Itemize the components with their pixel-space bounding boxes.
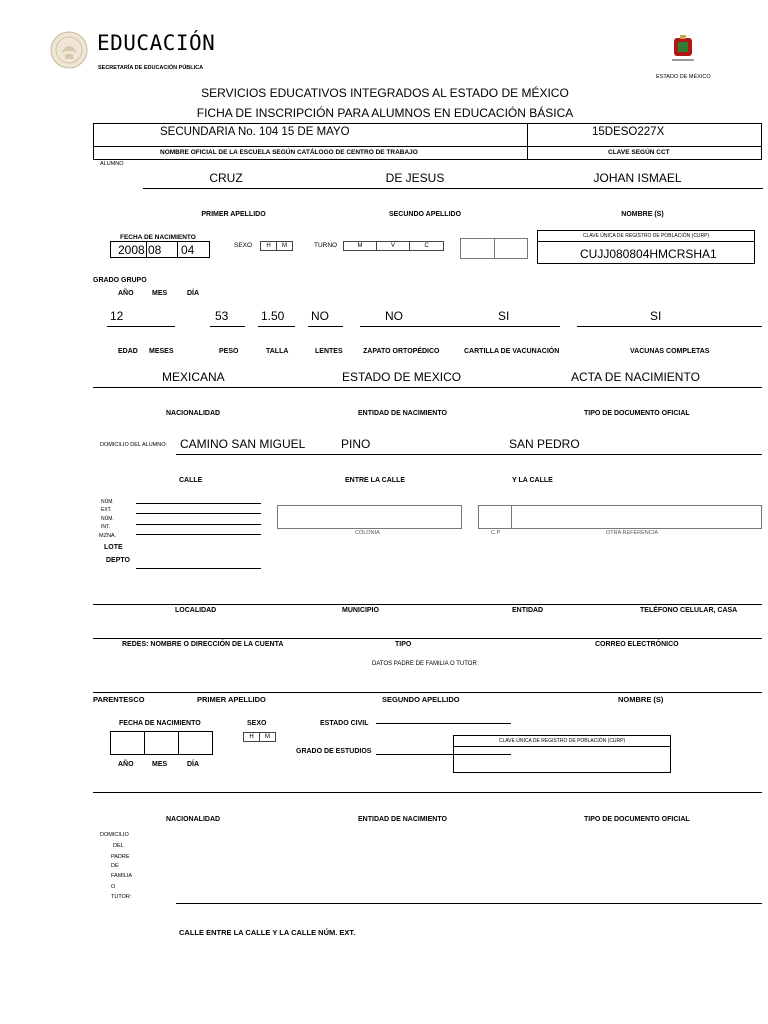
address-municipio-label: MUNICIPIO [342, 607, 379, 614]
parent-ano-label: AÑO [118, 761, 134, 768]
school-cct-label: CLAVE SEGÚN CCT [608, 149, 670, 156]
student-turno-m[interactable]: M [343, 241, 377, 251]
student-turno-label: TURNO [314, 242, 338, 249]
address-lote-label: LOTE [104, 544, 123, 551]
address-domicilio-label: DOMICILIO DEL ALUMNO: [100, 442, 168, 448]
student-turno-c[interactable]: C [409, 241, 444, 251]
student-apellido2-label: SECUNDO APELLIDO [388, 211, 462, 218]
school-name: SECUNDARIA No. 104 15 DE MAYO [160, 126, 350, 138]
address-correo-label: CORREO ELECTRÓNICO [595, 641, 679, 648]
header-state-label: ESTADO DE MÉXICO [656, 74, 711, 80]
student-apellido1: CRUZ [209, 171, 243, 185]
parent-calle-label: CALLE ENTRE LA CALLE Y LA CALLE NÚM. EXT. [179, 928, 356, 937]
edomex-logo [670, 34, 696, 64]
student-cartilla: SI [498, 309, 510, 323]
parent-sexo-m[interactable]: M [259, 732, 276, 742]
student-fecha-label: FECHA DE NACIMIENTO [120, 234, 196, 241]
student-documento-label: TIPO DE DOCUMENTO OFICIAL [584, 410, 690, 417]
parent-curp-label: CLAVE ÚNICA DE REGISTRO DE POBLACIÓN (CURP) [498, 738, 626, 744]
student-section-label: ALUMNO [100, 161, 124, 167]
parent-domicilio-line-3: DE [111, 863, 119, 869]
address-num-label: NÚM. [101, 499, 114, 505]
student-talla-label: TALLA [266, 348, 289, 355]
parent-fecha-label: FECHA DE NACIMIENTO [119, 720, 201, 727]
parent-domicilio-line-2: PADRE [111, 854, 130, 860]
parent-domicilio-line[interactable] [176, 903, 762, 904]
address-localidad-label: LOCALIDAD [175, 607, 217, 614]
address-entre-label: ENTRE LA CALLE [345, 477, 406, 484]
student-grado-grupo-box[interactable] [460, 238, 528, 259]
student-sexo-m[interactable]: M [276, 241, 293, 251]
parent-estado-civil-label: ESTADO CIVIL [320, 720, 369, 727]
student-turno-v[interactable]: V [376, 241, 410, 251]
student-sexo-label: SEXO [234, 242, 253, 249]
parent-heading: DATOS PADRE DE FAMILIA O TUTOR [372, 661, 477, 667]
parent-dia-label: DÍA [187, 761, 200, 768]
student-apellido2: DE JESUS [385, 171, 445, 185]
address-depto-label: DEPTO [106, 557, 130, 564]
student-grado-label: GRADO GRUPO [93, 277, 147, 284]
student-cartilla-label: CARTILLA DE VACUNACIÓN [464, 348, 560, 355]
address-cp-box[interactable] [478, 505, 512, 529]
student-curp-label: CLAVE ÚNICA DE REGISTRO DE POBLACIÓN (CURP) [582, 233, 710, 239]
parent-domicilio-line-0: DOMICILIO [100, 832, 129, 838]
parent-domicilio-line-4: FAMILIA [111, 873, 133, 879]
school-cct: 15DESO227X [592, 126, 665, 138]
address-ylacalle-label: Y LA CALLE [512, 477, 553, 484]
header-subtitle: SECRETARÍA DE EDUCACIÓN PÚBLICA [98, 65, 204, 71]
student-vacunas-label: VACUNAS COMPLETAS [630, 348, 710, 355]
address-calle-label: CALLE [179, 477, 203, 484]
parent-estado-civil-line[interactable] [376, 723, 511, 724]
student-name-line [143, 188, 763, 189]
student-ano-label: AÑO [118, 290, 134, 297]
address-tipo-label: TIPO [395, 641, 412, 648]
address-redes-label: REDES: NOMBRE O DIRECCIÓN DE LA CUENTA [122, 641, 284, 648]
parent-mes-label: MES [152, 761, 168, 768]
parent-domicilio-line-1: DEL [113, 843, 124, 849]
address-colonia-box[interactable] [277, 505, 462, 529]
address-int-label: INT. [101, 524, 110, 530]
student-nacionalidad: MEXICANA [162, 370, 225, 384]
header-title: EDUCACIÓN [97, 31, 216, 55]
student-nombre: JOHAN ISMAEL [593, 171, 682, 185]
student-fecha-year: 2008 [118, 243, 145, 257]
address-telefono-label: TELÉFONO CELULAR, CASA [640, 607, 738, 614]
parent-nombre-label: NOMBRE (S) [618, 695, 664, 704]
student-meses-label: MESES [149, 348, 174, 355]
student-fecha-month: 08 [148, 243, 162, 257]
student-edad-label: EDAD [118, 348, 138, 355]
student-talla: 1.50 [261, 309, 285, 323]
parent-sexo-label: SEXO [247, 720, 267, 727]
student-sexo-h[interactable]: H [260, 241, 277, 251]
parent-parentesco-label: PARENTESCO [93, 695, 145, 704]
address-mzna-label: MZNA. [99, 533, 117, 539]
address-otra-label: OTRA REFERENCIA [606, 530, 658, 536]
student-documento: ACTA DE NACIMIENTO [571, 370, 700, 384]
student-zapato-label: ZAPATO ORTOPÉDICO [363, 348, 440, 355]
parent-domicilio-line-6: TUTOR: [111, 894, 132, 900]
student-nacionalidad-label: NACIONALIDAD [166, 410, 221, 417]
parent-sexo-h[interactable]: H [243, 732, 260, 742]
address-colonia-label: COLONIA [355, 530, 380, 536]
address-entidad-label: ENTIDAD [512, 607, 544, 614]
student-entidad-label: ENTIDAD DE NACIMIENTO [358, 410, 447, 417]
parent-apellido1-label: PRIMER APELLIDO [197, 695, 266, 704]
student-entidad: ESTADO DE MEXICO [342, 370, 462, 384]
parent-apellido2-label: SEGUNDO APELLIDO [382, 695, 460, 704]
student-peso: 53 [215, 309, 229, 323]
parent-grado-label: GRADO DE ESTUDIOS [296, 748, 372, 755]
student-mes-label: MES [152, 290, 168, 297]
student-apellido1-label: PRIMER APELLIDO [201, 211, 266, 218]
student-fecha-day: 04 [181, 243, 195, 257]
address-ext-label: EXT. [101, 507, 112, 513]
student-vacunas: SI [650, 309, 662, 323]
address-ylacalle: SAN PEDRO [509, 437, 580, 451]
parent-fecha-box[interactable] [110, 731, 213, 755]
address-cp-label: C.P [491, 530, 501, 536]
parent-entidad-label: ENTIDAD DE NACIMIENTO [358, 816, 447, 823]
parent-nacionalidad-label: NACIONALIDAD [166, 816, 221, 823]
student-lentes: NO [311, 309, 329, 323]
student-peso-label: PESO [219, 348, 239, 355]
school-name-label: NOMBRE OFICIAL DE LA ESCUELA SEGÚN CATÁLOGO DE CENTRO DE TRABAJO [160, 149, 418, 156]
student-edad: 12 [110, 309, 124, 323]
student-zapato: NO [385, 309, 403, 323]
student-curp: CUJJ080804HMCRSHA1 [580, 247, 717, 261]
student-dia-label: DÍA [187, 290, 200, 297]
parent-domicilio-line-5: O [111, 884, 116, 890]
header-line1: SERVICIOS EDUCATIVOS INTEGRADOS AL ESTADO DE MÉXICO [201, 86, 569, 100]
header-line2: FICHA DE INSCRIPCIÓN PARA ALUMNOS EN EDUCACIÓN BÁSICA [196, 106, 574, 120]
address-calle: CAMINO SAN MIGUEL [180, 437, 306, 451]
address-otra-box[interactable] [511, 505, 762, 529]
student-nombre-label: NOMBRE (S) [621, 211, 664, 218]
parent-documento-label: TIPO DE DOCUMENTO OFICIAL [584, 816, 690, 823]
sep-seal-logo [50, 31, 88, 69]
address-entre: PINO [341, 437, 371, 451]
address-num2-label: NÚM. [101, 516, 114, 522]
student-lentes-label: LENTES [315, 348, 343, 355]
